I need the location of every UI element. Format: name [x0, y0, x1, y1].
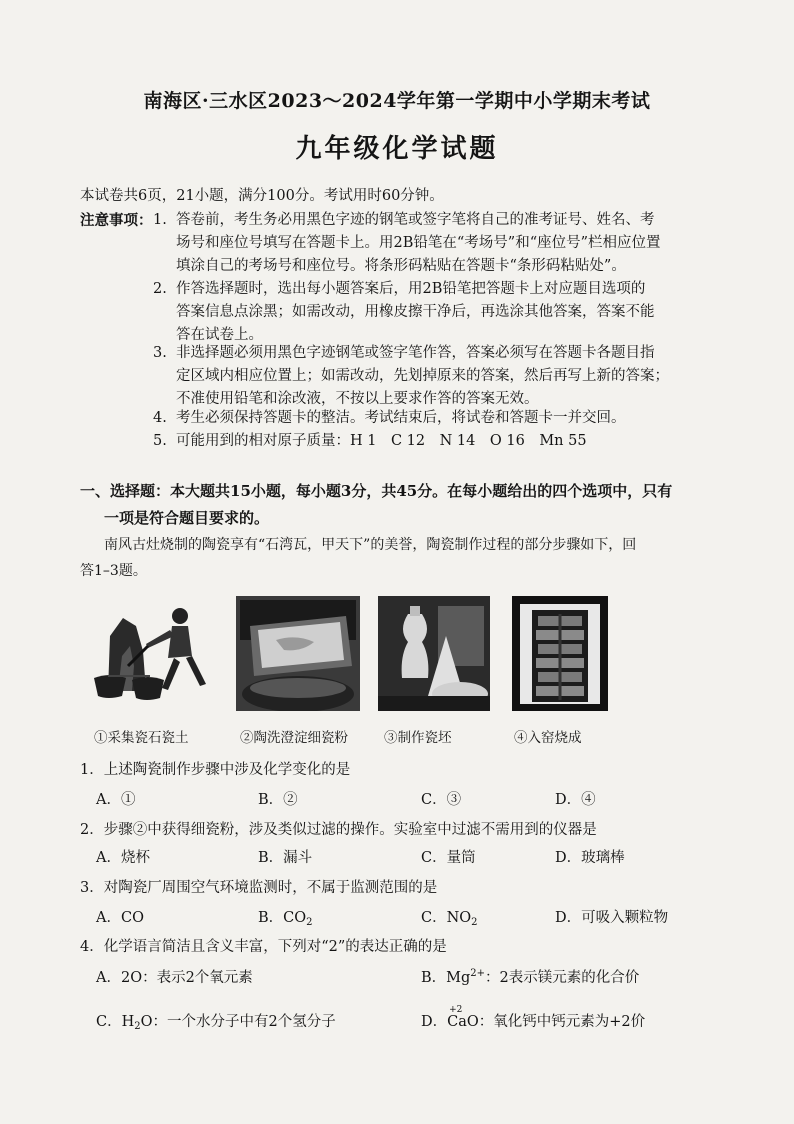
question-stem: 2．步骤②中获得细瓷粉，涉及类似过滤的操作。实验室中过滤不需用到的仪器是 [80, 822, 597, 838]
option-b: B．② [258, 792, 298, 808]
note-number: 4. [153, 410, 167, 426]
option-c-text: O：一个水分子中有2个氢分子 [140, 1014, 336, 1030]
option-b-text: B．CO [258, 910, 307, 926]
photo-kiln-firing [512, 596, 608, 711]
note-line: 答卷前，考生务必用黑色字迹的钢笔或签字笔将自己的准考证号、姓名、考 [176, 212, 655, 228]
kiln-firing-illustration [512, 596, 608, 711]
section-heading [80, 478, 700, 532]
subscript: 2 [134, 1021, 141, 1032]
notes-label: 注意事项： [80, 212, 153, 229]
note-line: 答案信息点涂黑；如需改动，用橡皮擦干净后，再选涂其他答案，答案不能 [176, 304, 655, 320]
note-number: 5. [153, 433, 167, 449]
photo-collect-clay [88, 596, 224, 711]
valence-element [447, 1005, 467, 1030]
option-b-prefix: B．Mg [421, 970, 471, 986]
exam-intro: 本试卷共6页，21小题，满分100分。考试用时60分钟。 [80, 188, 444, 204]
note-line: 考生必须保持答题卡的整洁。考试结束后，将试卷和答题卡一并交回。 [176, 410, 626, 426]
option-b [421, 966, 639, 987]
note-item [153, 430, 693, 453]
option-b [258, 906, 313, 928]
note-item [153, 209, 693, 278]
option-d-prefix: D． [421, 1014, 448, 1030]
question-stem: 3．对陶瓷厂周围空气环境监测时，不属于监测范围的是 [80, 880, 438, 896]
photo-caption: ②陶洗澄淀细瓷粉 [240, 730, 348, 746]
note-item [153, 278, 693, 347]
note-line: 填涂自己的考场号和座位号。将条形码粘贴在答题卡“条形码粘贴处”。 [176, 258, 626, 274]
exam-subtitle: 九年级化学试题 [295, 134, 499, 164]
option-b-text: ：2表示镁元素的化合价 [485, 970, 640, 986]
note-line: 不准使用铅笔和涂改液，不按以上要求作答的答案无效。 [176, 391, 539, 407]
exam-title: 南海区·三水区2023～2024学年第一学期中小学期末考试 [143, 90, 651, 112]
valence-mark: +2 [449, 1005, 463, 1015]
note-line: 作答选择题时，选出每小题答案后，用2B铅笔把答题卡上对应题目选项的 [176, 281, 646, 297]
option-a: A．2O：表示2个氧元素 [96, 970, 253, 986]
option-b: B．漏斗 [258, 850, 313, 866]
note-line: 场号和座位号填写在答题卡上。用2B铅笔在“考场号”和“座位号”栏相应位置 [176, 235, 661, 251]
question-stem: 1．上述陶瓷制作步骤中涉及化学变化的是 [80, 762, 351, 778]
passage-line: 南风古灶烧制的陶瓷享有“石湾瓦，甲天下”的美誉，陶瓷制作过程的部分步骤如下，回 [104, 537, 637, 553]
collect-clay-illustration [88, 596, 224, 711]
photo-caption: ③制作瓷坯 [384, 730, 452, 746]
option-c: C．量筒 [421, 850, 476, 866]
option-c-prefix: C．H [96, 1014, 135, 1030]
option-a: A．① [96, 792, 136, 808]
reading-passage [80, 532, 696, 584]
option-c-text: C．NO [421, 910, 472, 926]
making-blank-illustration [378, 596, 490, 711]
option-d: D．可吸入颗粒物 [555, 910, 669, 926]
question-stem: 4．化学语言简洁且含义丰富，下列对“2”的表达正确的是 [80, 939, 447, 955]
note-line: 答在试卷上。 [176, 327, 263, 343]
option-c [96, 1010, 336, 1032]
note-line: 定区域内相应位置上；如需改动，先划掉原来的答案，然后再写上新的答案； [176, 368, 669, 384]
section-heading-line: 一、选择题：本大题共15小题，每小题3分，共45分。在每小题给出的四个选项中，只有 [80, 482, 673, 500]
option-c: C．③ [421, 792, 462, 808]
section-heading-line: 一项是符合题目要求的。 [104, 509, 270, 527]
note-line: 非选择题必须用黑色字迹钢笔或签字笔作答，答案必须写在答题卡各题目指 [176, 345, 655, 361]
note-item [153, 407, 693, 430]
option-a: A．烧杯 [96, 850, 150, 866]
note-item [153, 342, 693, 411]
subscript: 2 [471, 917, 478, 928]
photo-washing-powder [236, 596, 360, 711]
option-d: D．玻璃棒 [555, 850, 625, 866]
photo-caption: ①采集瓷石瓷土 [94, 730, 189, 746]
option-c [421, 906, 478, 928]
option-d [421, 1005, 646, 1031]
note-number: 2. [153, 281, 167, 297]
passage-line: 答1–3题。 [80, 563, 147, 579]
subscript: 2 [306, 917, 313, 928]
superscript: 2+ [470, 968, 486, 979]
option-a: A．CO [96, 910, 144, 926]
photo-making-blank [378, 596, 490, 711]
note-number: 1. [153, 212, 167, 228]
option-d-text: O：氧化钙中钙元素为+2价 [466, 1014, 646, 1030]
element-symbol: Ca [447, 1014, 467, 1030]
option-d: D．④ [555, 792, 596, 808]
note-line: 可能用到的相对原子质量：H 1 C 12 N 14 O 16 Mn 55 [176, 433, 587, 449]
photo-caption: ④入窑烧成 [514, 730, 582, 746]
note-number: 3. [153, 345, 167, 361]
washing-powder-illustration [236, 596, 360, 711]
